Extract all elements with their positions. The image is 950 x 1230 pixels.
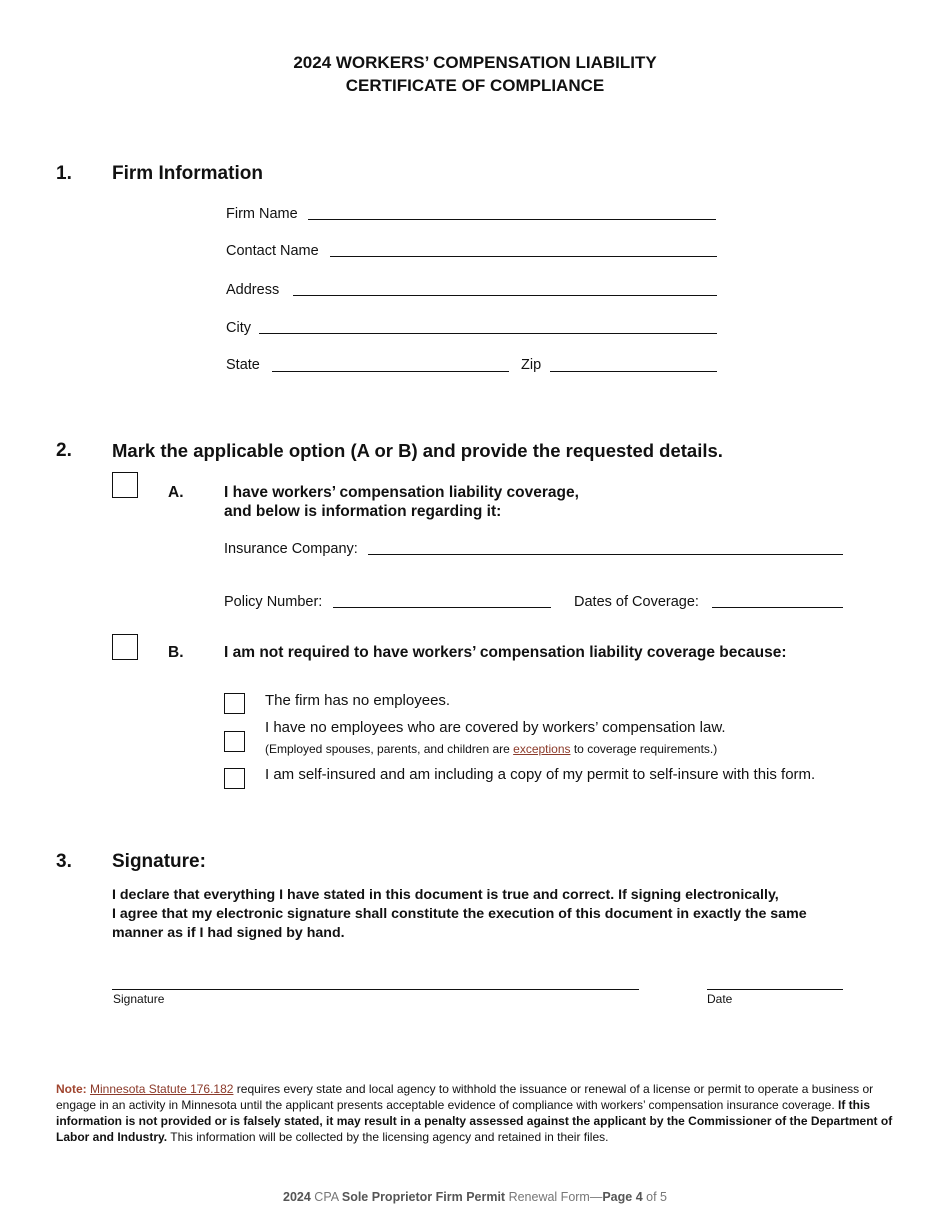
note-label: Note: xyxy=(56,1082,87,1096)
footer-page-total: of 5 xyxy=(642,1190,667,1204)
section1-number: 1. xyxy=(56,163,72,184)
exceptions-link[interactable]: exceptions xyxy=(513,742,571,756)
state-field[interactable] xyxy=(272,371,509,372)
option-a-letter: A. xyxy=(168,484,184,501)
option-b-checkbox[interactable] xyxy=(112,634,138,660)
reason2-note-post: to coverage requirements.) xyxy=(570,742,718,756)
legal-note xyxy=(56,1081,896,1145)
footer-cpa: CPA xyxy=(310,1190,342,1204)
zip-field[interactable] xyxy=(550,371,717,372)
firm-name-field[interactable] xyxy=(308,219,716,220)
dates-of-coverage-label: Dates of Coverage: xyxy=(574,594,699,610)
section1-heading: Firm Information xyxy=(112,163,263,184)
option-b-letter: B. xyxy=(168,644,184,661)
signature-label: Signature xyxy=(113,992,165,1006)
footer-renewal: Renewal Form— xyxy=(505,1190,603,1204)
reason2-note xyxy=(265,742,717,756)
dates-of-coverage-field[interactable] xyxy=(712,607,843,608)
option-a-text-line2: and below is information regarding it: xyxy=(224,503,502,520)
minnesota-statute-link[interactable]: Minnesota Statute 176.182 xyxy=(90,1082,234,1096)
reason2-note-pre: (Employed spouses, parents, and children are xyxy=(265,742,514,756)
page-title-line1: 2024 WORKERS’ COMPENSATION LIABILITY xyxy=(293,53,657,72)
note-text2: This information will be collected by the licensing agency and retained in their files. xyxy=(167,1130,609,1144)
reason2-label: I have no employees who are covered by workers’ compensation law. xyxy=(265,719,726,736)
reason1-label: The firm has no employees. xyxy=(265,692,451,709)
address-label: Address xyxy=(226,282,280,298)
section2-heading: Mark the applicable option (A or B) and provide the requested details. xyxy=(112,440,723,461)
contact-name-label: Contact Name xyxy=(226,243,319,259)
page-title-line2: CERTIFICATE OF COMPLIANCE xyxy=(345,76,605,95)
declaration-line3: manner as if I had signed by hand. xyxy=(112,925,345,941)
insurance-company-field[interactable] xyxy=(368,554,843,555)
option-a-text-line1: I have workers’ compensation liability coverage, xyxy=(224,484,579,501)
firm-name-label: Firm Name xyxy=(226,206,298,222)
declaration-line2: I agree that my electronic signature shall constitute the execution of this document in exactly the same xyxy=(112,906,807,922)
insurance-company-label: Insurance Company: xyxy=(224,541,358,557)
zip-label: Zip xyxy=(521,357,542,373)
footer-page-number: Page 4 xyxy=(602,1190,643,1204)
reason3-label: I am self-insured and am including a copy of my permit to self-insure with this form. xyxy=(265,766,816,783)
section2-number: 2. xyxy=(56,440,72,461)
policy-number-field[interactable] xyxy=(333,607,551,608)
reason3-checkbox[interactable] xyxy=(224,768,245,789)
date-label: Date xyxy=(707,992,733,1006)
option-b-text: I am not required to have workers’ compensation liability coverage because: xyxy=(224,644,787,661)
contact-name-field[interactable] xyxy=(330,256,717,257)
note-text1: requires every state and local agency to withhold the issuance or renewal of a license or permit to operate a business or engage in an activity in Minnesota until the applicant presents acceptable evidence of compliance with workers’ compensation insurance coverage. xyxy=(56,1082,874,1112)
state-label: State xyxy=(226,357,260,373)
reason1-checkbox[interactable] xyxy=(224,693,245,714)
reason2-checkbox[interactable] xyxy=(224,731,245,752)
city-label: City xyxy=(226,320,251,336)
section3-number: 3. xyxy=(56,851,72,872)
declaration-line1: I declare that everything I have stated in this document is true and correct. If signing electronically, xyxy=(112,887,779,903)
footer-form-name: Sole Proprietor Firm Permit xyxy=(341,1190,506,1204)
page-footer xyxy=(0,1190,950,1204)
option-a-checkbox[interactable] xyxy=(112,472,138,498)
note-bold-text: If this information is not provided or is falsely stated, it may result in a penalty assessed against the applicant by the Commissioner of the Department of Labor and Industry. xyxy=(56,1098,893,1144)
section3-heading: Signature: xyxy=(112,851,206,872)
policy-number-label: Policy Number: xyxy=(224,594,323,610)
city-field[interactable] xyxy=(259,333,717,334)
signature-field[interactable] xyxy=(112,989,639,990)
footer-year: 2024 xyxy=(283,1190,311,1204)
date-field[interactable] xyxy=(707,989,843,990)
address-field[interactable] xyxy=(293,295,717,296)
